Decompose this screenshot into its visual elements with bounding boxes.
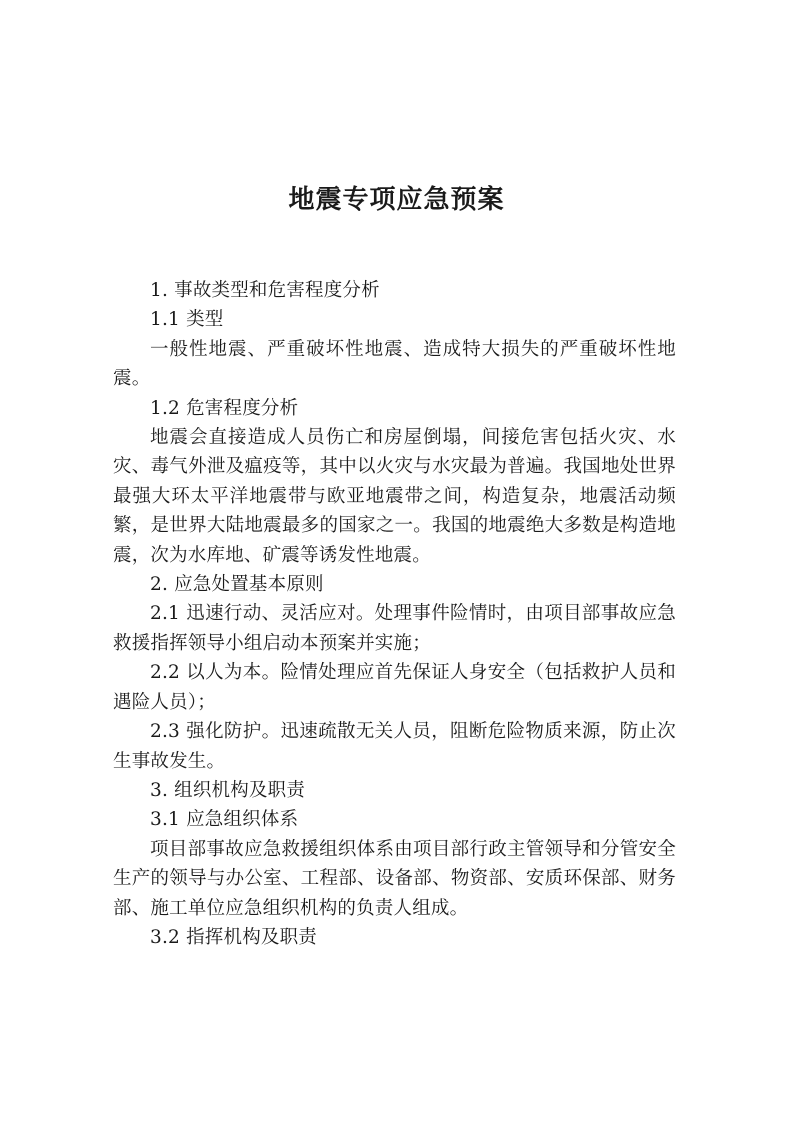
subsection-heading: 1.1 类型 [150, 309, 224, 331]
body-paragraph: 2.1 迅速行动、灵活应对。处理事件险情时，由项目部事故应急救援指挥领导小组启动本预案并实施； [113, 603, 676, 654]
body-paragraph: 地震会直接造成人员伤亡和房屋倒塌，间接危害包括火灾、水灾、毒气外泄及瘟疫等，其中以火灾与水灾最为普遍。我国地处世界最强大环太平洋地震带与欧亚地震带之间，构造复杂，地震活动频繁，是世界大陆地震最多的国家之一。我国的地震绝大多数是构造地震，次为水库地、矿震等诱发性地震。 [113, 427, 676, 566]
body-paragraph: 2.3 强化防护。迅速疏散无关人员，阻断危险物质来源，防止次生事故发生。 [113, 721, 676, 772]
body-paragraph: 一般性地震、严重破坏性地震、造成特大损失的严重破坏性地震。 [113, 338, 676, 390]
body-paragraph: 2.2 以人为本。险情处理应首先保证人身安全（包括救护人员和遇险人员）； [113, 662, 676, 713]
subsection-heading: 3.2 指挥机构及职责 [150, 926, 318, 948]
body-paragraph: 项目部事故应急救援组织体系由项目部行政主管领导和分管安全生产的领导与办公室、工程部、设备部、物资部、安质环保部、财务部、施工单位应急组织机构的负责人组成。 [113, 838, 676, 919]
section-heading: 3. 组织机构及职责 [150, 779, 306, 801]
section-heading: 2. 应急处置基本原则 [150, 574, 324, 596]
section-heading: 1. 事故类型和危害程度分析 [150, 280, 380, 301]
subsection-heading: 1.2 危害程度分析 [150, 397, 299, 419]
subsection-heading: 3.1 应急组织体系 [150, 809, 299, 831]
document-body [113, 276, 676, 952]
document-title: 地震专项应急预案 [288, 185, 505, 215]
